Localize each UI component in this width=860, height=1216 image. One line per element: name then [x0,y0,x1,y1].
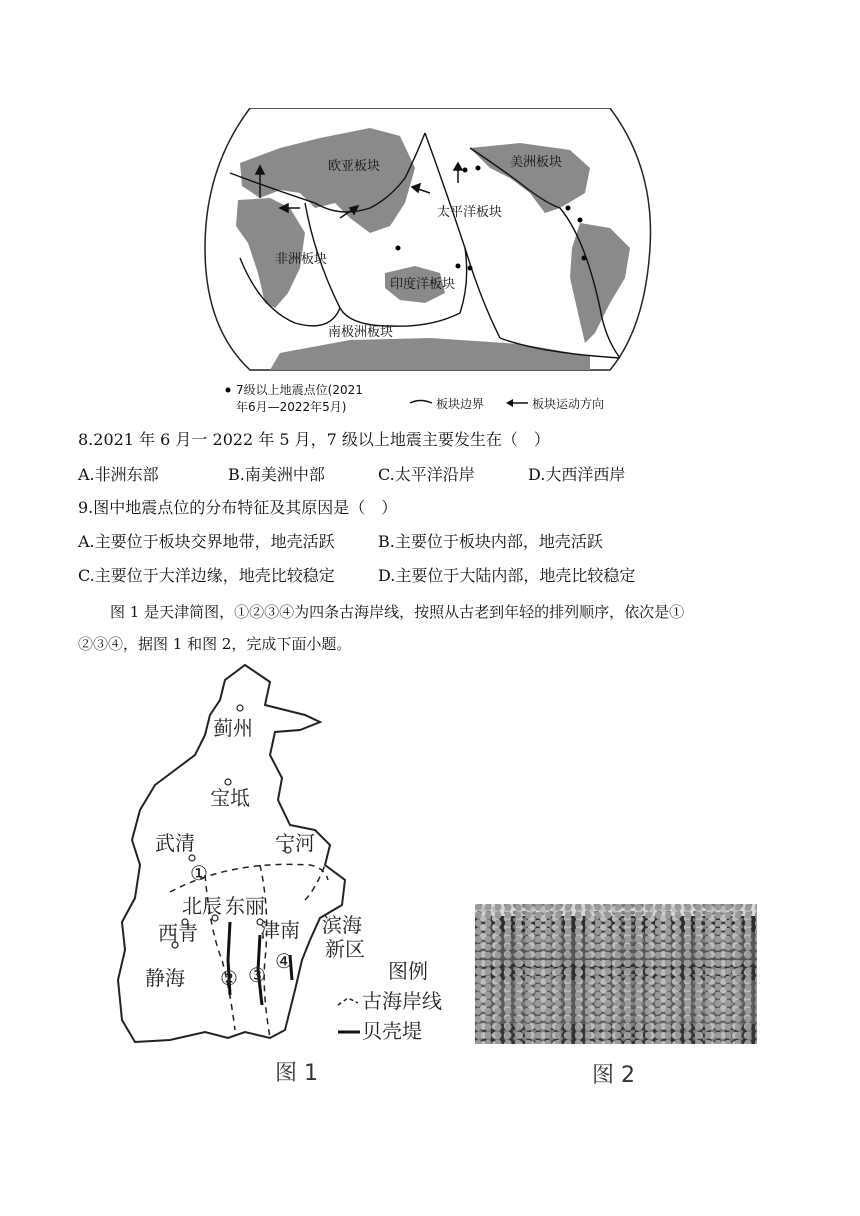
intro-line-1: 图 1 是天津简图，①②③④为四条古海岸线，按照从古老到年轻的排列顺序，依次是① [110,603,685,621]
q9-option-d[interactable]: D.主要位于大陆内部，地壳比较稳定 [378,566,636,585]
place-binhai-1: 滨海 [322,913,362,937]
intro-line-2: ②③④，据图 1 和图 2，完成下面小题。 [78,635,352,653]
place-jizhou: 蓟州 [213,716,253,740]
place-jinnan: 津南 [260,918,300,942]
plate-label-indian-ocean: 印度洋板块 [390,277,456,292]
shoreline-1: ① [190,861,208,885]
q8-option-c[interactable]: C.太平洋沿岸 [378,465,475,484]
legend-boundary: 板块边界 [436,397,485,411]
legend-shell-ridge: 贝壳堤 [362,1019,422,1043]
place-binhai-2: 新区 [325,937,365,961]
world-plate-map [200,108,660,418]
legend-ancient-shore: 古海岸线 [362,989,442,1013]
legend-title: 图例 [388,959,428,983]
question-9-stem: 9.图中地震点位的分布特征及其原因是（ ） [78,498,398,517]
legend-quake-dot [226,388,231,393]
q9-option-c[interactable]: C.主要位于大洋边缘，地壳比较稳定 [78,566,335,585]
q8-option-a[interactable]: A.非洲东部 [78,465,159,484]
plate-label-eurasia: 欧亚板块 [328,159,381,174]
plate-label-america: 美洲板块 [510,155,563,170]
place-wuqing: 武清 [155,831,195,855]
legend-dash-line [338,998,358,1005]
legend-direction: 板块运动方向 [532,397,605,411]
shell-ridge-photo [475,904,757,1044]
place-jinghai: 静海 [145,966,185,990]
legend-boundary-line [410,401,432,404]
tianjin-map [110,660,480,1090]
shoreline-3: ③ [248,963,266,987]
q9-option-b[interactable]: B.主要位于板块内部，地壳活跃 [378,532,603,551]
place-xiqing: 西青 [158,921,198,945]
question-8-stem: 8.2021 年 6 月一 2022 年 5 月，7 级以上地震主要发生在（ ） [78,430,550,449]
shoreline-4: ④ [275,949,293,973]
place-ninghe: 宁河 [275,831,315,855]
place-baodi: 宝坻 [210,786,250,810]
plate-label-antarctic: 南极洲板块 [328,325,394,340]
plate-label-africa: 非洲板块 [275,252,328,267]
q8-option-b[interactable]: B.南美洲中部 [228,465,325,484]
place-beichen: 北辰 [182,894,222,918]
plate-label-pacific: 太平洋板块 [437,205,503,220]
q8-option-d[interactable]: D.大西洋西岸 [528,465,626,484]
legend-quake-line2: 年6月—2022年5月) [236,400,347,414]
shoreline-2: ② [220,966,238,990]
figure-1-caption: 图 1 [275,1061,318,1086]
legend-quake-line1: 7级以上地震点位(2021 [236,383,363,397]
legend-arrow-head [506,399,513,407]
q9-option-a[interactable]: A.主要位于板块交界地带，地壳活跃 [78,532,335,551]
figure-2-caption: 图 2 [592,1063,635,1088]
place-dongli: 东丽 [225,894,265,918]
